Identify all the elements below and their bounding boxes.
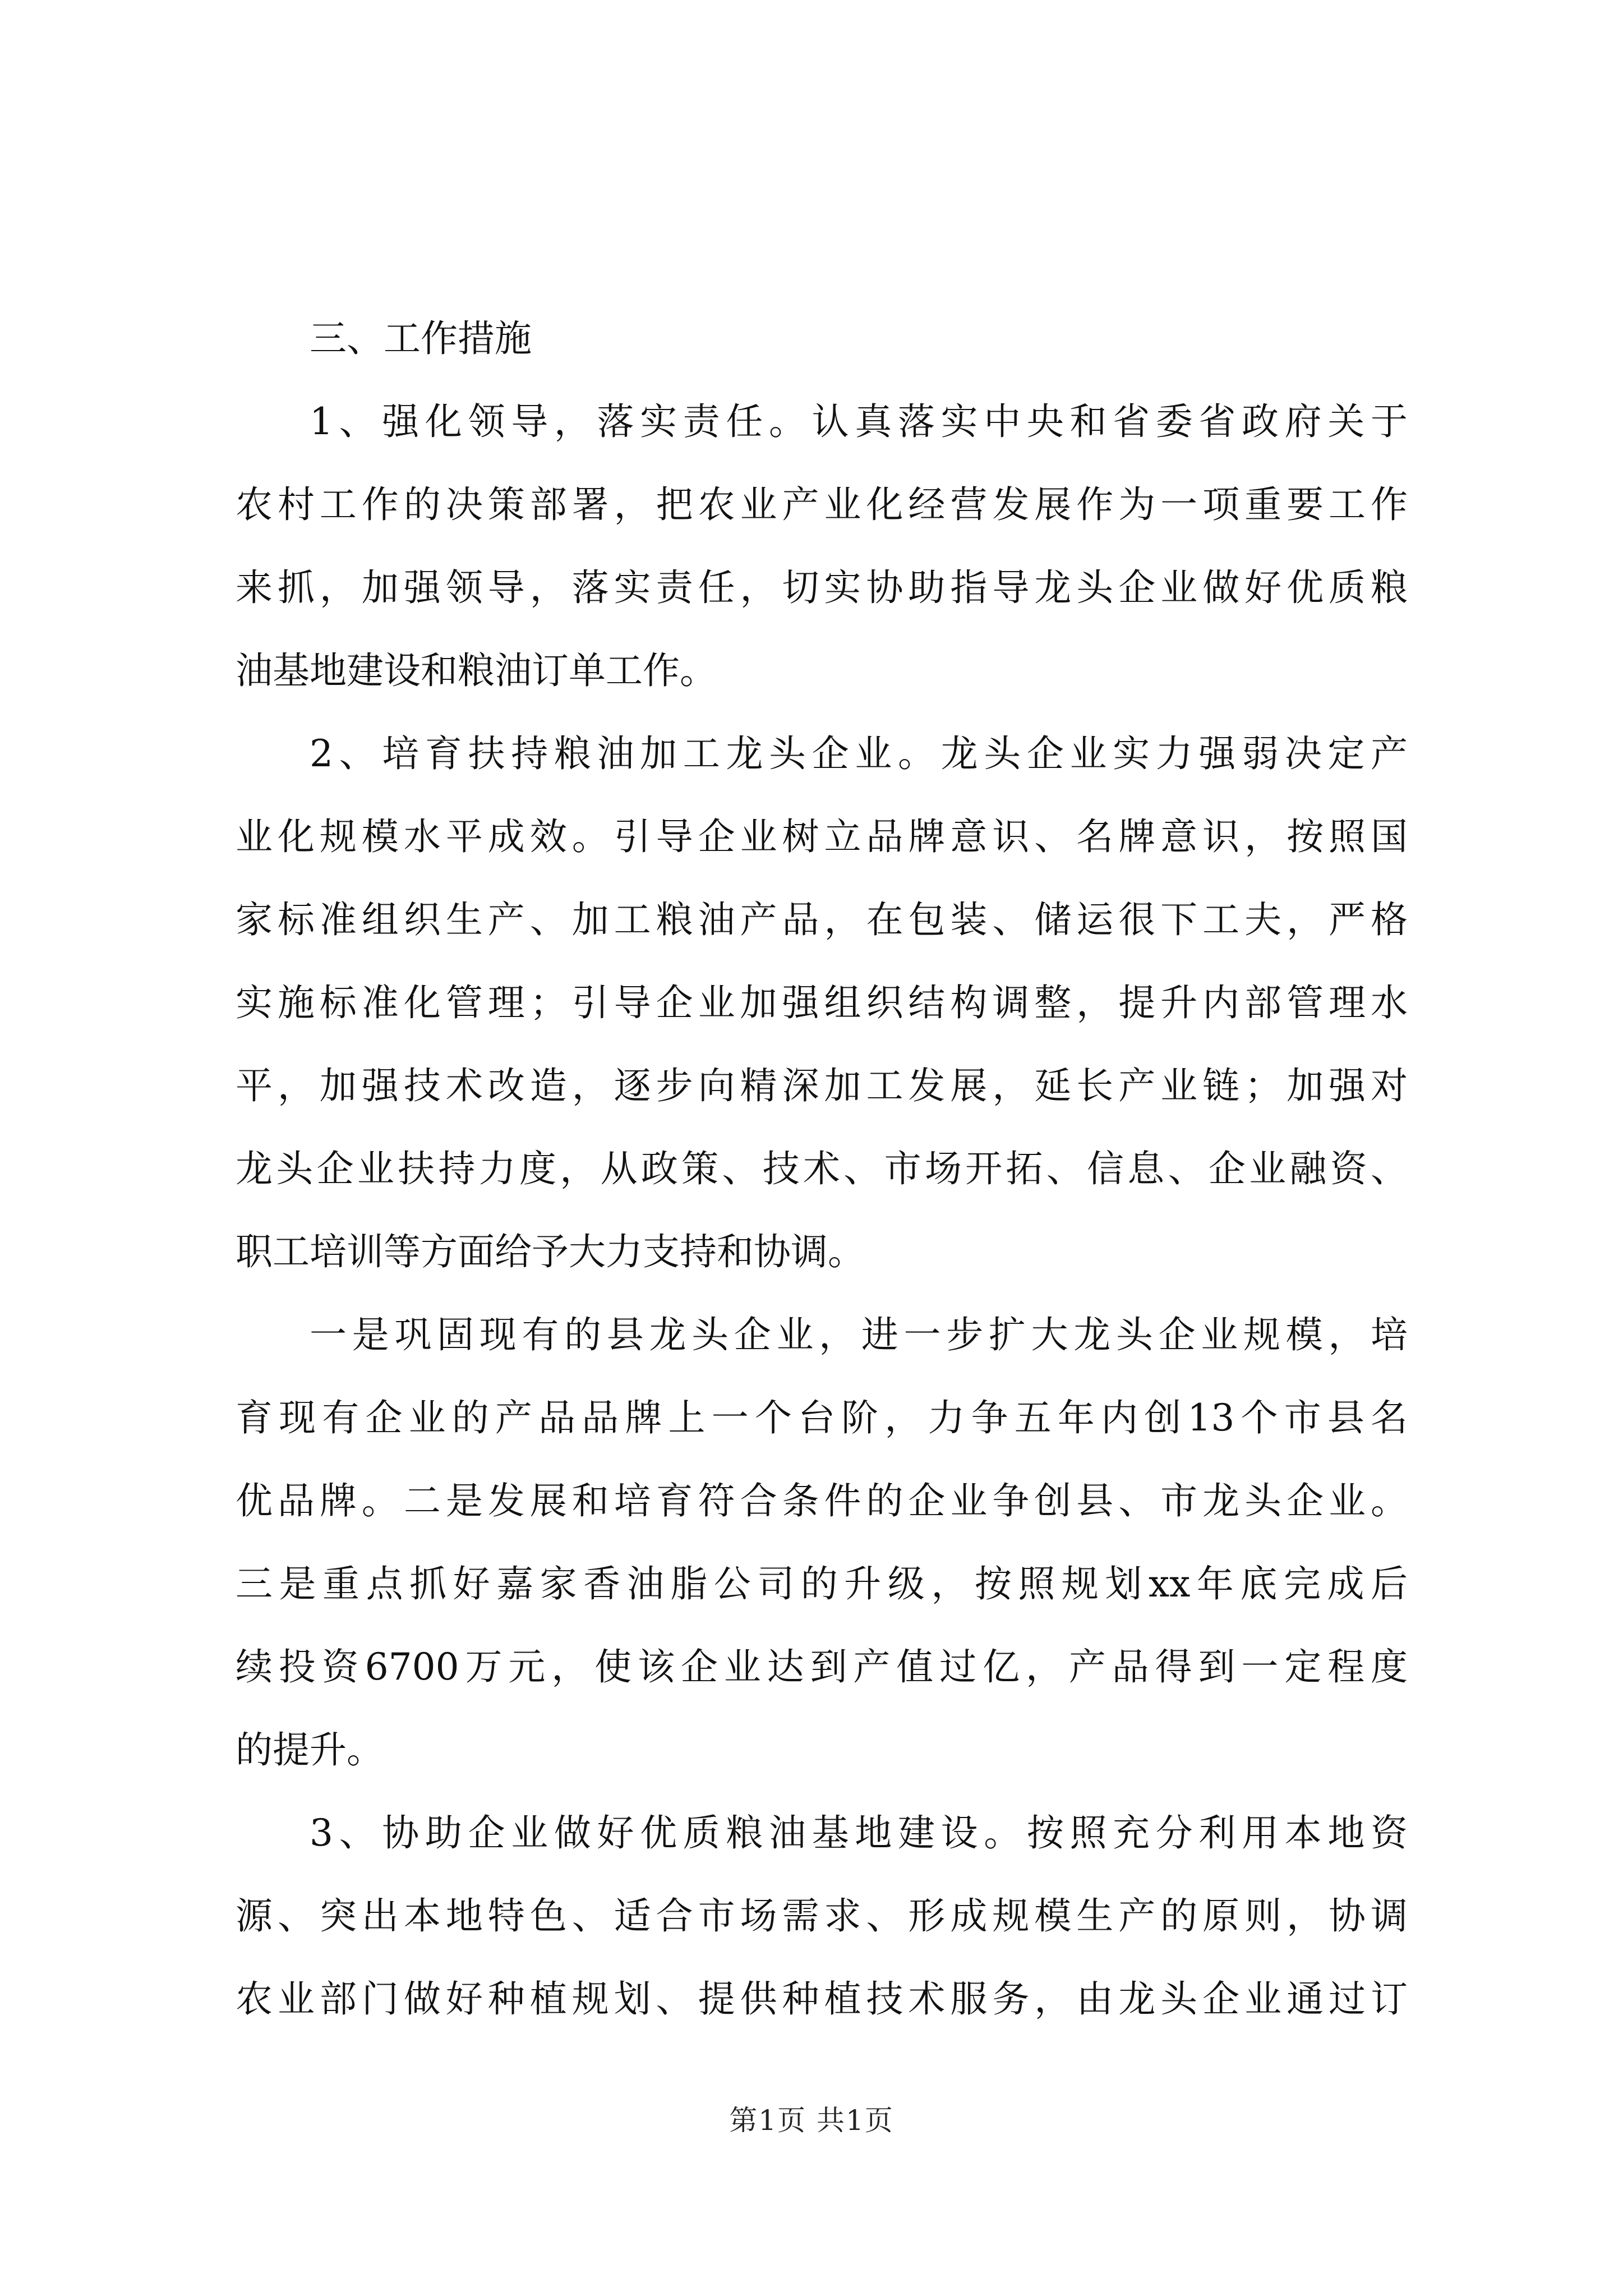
page-footer: 第1页 共1页 [729, 2104, 894, 2137]
paragraph-line: 一是巩固现有的县龙头企业，进一步扩大龙头企业规模，培 [310, 1313, 1408, 1356]
paragraph-line: 源、突出本地特色、适合市场需求、形成规模生产的原则，协调 [236, 1894, 1408, 1938]
paragraph-1 [236, 380, 1408, 712]
paragraph-line: 业化规模水平成效。引导企业树立品牌意识、名牌意识，按照国 [236, 815, 1408, 858]
section-heading: 三、工作措施 [310, 317, 532, 360]
paragraph-line: 家标准组织生产、加工粮油产品，在包装、储运很下工夫，严格 [236, 898, 1408, 941]
paragraph-line: 平，加强技术改造，逐步向精深加工发展，延长产业链；加强对 [236, 1064, 1408, 1107]
paragraph-line: 三是重点抓好嘉家香油脂公司的升级，按照规划xx年底完成后 [236, 1562, 1408, 1605]
paragraph-line: 优品牌。二是发展和培育符合条件的企业争创县、市龙头企业。 [236, 1479, 1408, 1522]
paragraph-line: 1、强化领导，落实责任。认真落实中央和省委省政府关于 [310, 400, 1408, 443]
document-body [236, 297, 1408, 2041]
paragraph-3 [236, 1294, 1408, 1792]
paragraph-line: 续投资6700万元，使该企业达到产值过亿，产品得到一定程度 [236, 1645, 1408, 1688]
paragraph-line: 3、协助企业做好优质粮油基地建设。按照充分利用本地资 [310, 1811, 1408, 1855]
paragraph-line: 实施标准化管理；引导企业加强组织结构调整，提升内部管理水 [236, 981, 1408, 1024]
paragraph-line: 农业部门做好种植规划、提供种植技术服务，由龙头企业通过订 [236, 1977, 1408, 2021]
paragraph-2 [236, 712, 1408, 1294]
paragraph-line: 的提升。 [236, 1728, 384, 1772]
paragraph-line: 2、培育扶持粮油加工龙头企业。龙头企业实力强弱决定产 [310, 732, 1408, 775]
paragraph-4 [236, 1792, 1408, 2041]
paragraph-line: 龙头企业扶持力度，从政策、技术、市场开拓、信息、企业融资、 [236, 1147, 1408, 1190]
paragraph-line: 来抓，加强领导，落实责任，切实协助指导龙头企业做好优质粮 [236, 566, 1408, 609]
paragraph-line: 育现有企业的产品品牌上一个台阶，力争五年内创13个市县名 [236, 1396, 1408, 1439]
paragraph-line: 农村工作的决策部署，把农业产业化经营发展作为一项重要工作 [236, 483, 1408, 526]
paragraph-line: 职工培训等方面给予大力支持和协调。 [236, 1230, 865, 1273]
paragraph-line: 油基地建设和粮油订单工作。 [236, 649, 717, 692]
